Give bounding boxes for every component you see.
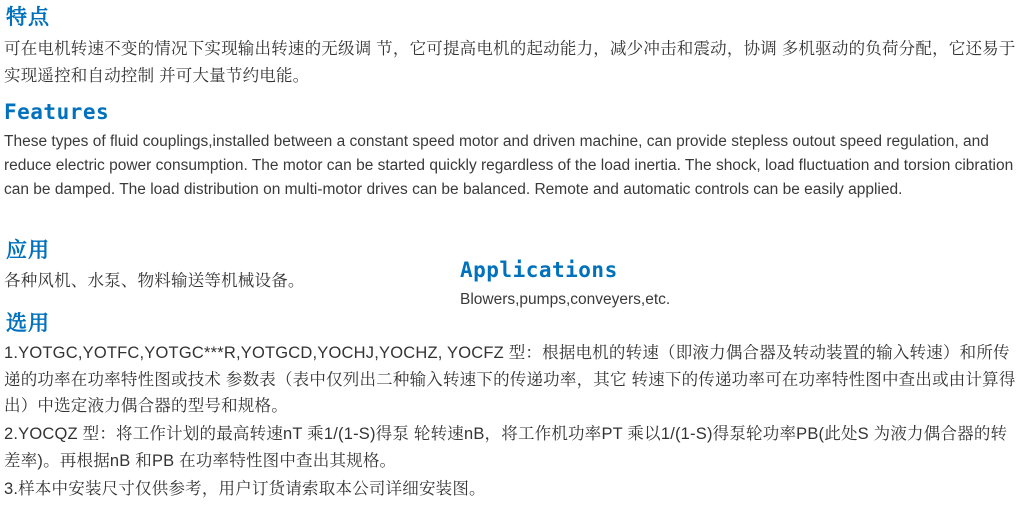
- section-title-features-cn: 特点: [6, 6, 50, 29]
- section-body-selection-cn: [4, 340, 1020, 502]
- section-title-features-en: Features: [4, 100, 110, 124]
- selection-item-2: 2.YOCQZ 型：将工作计划的最高转速nT 乘1/(1-S)得泵 轮转速nB，将工作机功率PT 乘以1/(1-S)得泵轮功率PB(此处S 为液力偶合器的转差率)。再根据nB 和PB 在功率特性图中查出其规格。: [4, 425, 1008, 470]
- section-title-applications-cn: 应用: [6, 239, 50, 262]
- section-title-applications-en: Applications: [460, 258, 618, 282]
- selection-item-1: 1.YOTGC,YOTFC,YOTGC***R,YOTGCD,YOCHJ,YOCHZ, YOCFZ 型：根据电机的转速（即液力偶合器及转动装置的输入转速）和所传递的功率在功率特性图或技术 参数表（表中仅列出二种输入转速下的传递功率，其它 转速下的传递功率可在功率特性图中查出或由计算得 出）中选定液力偶合器的型号和规格。: [4, 344, 1016, 416]
- section-body-applications-cn: 各种风机、水泵、物料输送等机械设备。: [4, 272, 305, 290]
- section-title-selection-cn: 选用: [6, 312, 50, 335]
- section-body-features-cn: 可在电机转速不变的情况下实现输出转速的无级调 节，它可提高电机的起动能力，减少冲击和震动，协调 多机驱动的负荷分配，它还易于实现遥控和自动控制 并可大量节约电能。: [4, 40, 1016, 85]
- selection-item-3: 3.样本中安装尺寸仅供参考，用户订货请索取本公司详细安装图。: [4, 479, 486, 498]
- section-body-features-en: These types of fluid couplings,installed between a constant speed motor and driven machine, can provide stepless outout speed regulation, and reduce electric power consumption. The motor can be started quickly regardless of the load inertia. The shock, load fluctuation and torsion cibration can be damped. The load distribution on multi-motor drives can be balanced. Remote and automatic controls can be easily applied.: [4, 133, 1014, 199]
- section-body-applications-en: Blowers,pumps,conveyers,etc.: [460, 291, 671, 308]
